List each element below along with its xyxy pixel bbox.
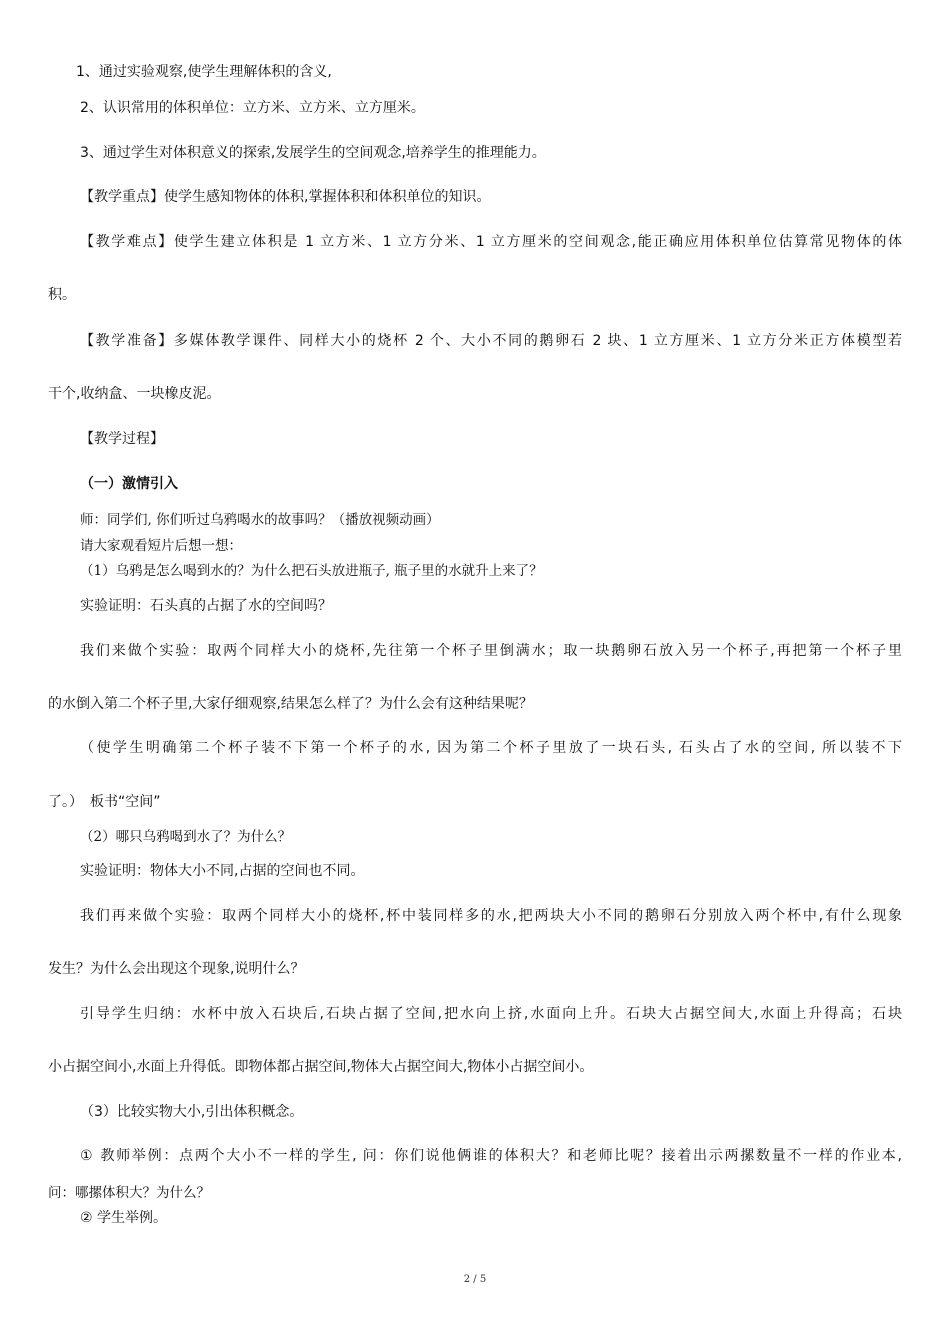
- teaching-difficulty-line-1: 【教学难点】使学生建立体积是 1 立方米、1 立方分米、1 立方厘米的空间观念,能正确应用体积单位估算常见物体的体: [80, 234, 902, 250]
- teacher-question: 师：同学们, 你们听过乌鸦喝水的故事吗？（播放视频动画）: [80, 512, 440, 528]
- teaching-difficulty-line-2: 积。: [48, 287, 76, 303]
- teaching-preparation-line-2: 干个,收纳盒、一块橡皮泥。: [48, 386, 221, 402]
- summary-line-2: 小占据空间小,水面上升得低。即物体都占据空间,物体大占据空间大,物体小占据空间小。: [48, 1059, 594, 1075]
- question-1: （1）乌鸦是怎么喝到水的？为什么把石头放进瓶子, 瓶子里的水就升上来了？: [80, 563, 543, 579]
- experiment-proof-2: 实验证明：物体大小不同,占据的空间也不同。: [80, 863, 365, 879]
- question-3: （3）比较实物大小,引出体积概念。: [80, 1104, 304, 1120]
- experiment-proof-1: 实验证明：石头真的占据了水的空间吗？: [80, 598, 332, 614]
- clarification-line-2: 了。） 板书“空间”: [48, 794, 161, 810]
- teaching-preparation-line-1: 【教学准备】多媒体教学课件、同样大小的烧杯 2 个、大小不同的鹅卵石 2 块、1 立方厘米、1 立方分米正方体模型若: [80, 333, 902, 349]
- watch-prompt: 请大家观看短片后想一想：: [80, 538, 242, 554]
- student-example: ② 学生举例。: [80, 1210, 168, 1226]
- teacher-example-line-1: ① 教师举例：点两个大小不一样的学生, 问：你们说他俩谁的体积大？和老师比呢？接着出示两摞数量不一样的作业本,: [80, 1148, 902, 1164]
- experiment-1-line-2: 的水倒入第二个杯子里,大家仔细观察,结果怎么样了？为什么会有这种结果呢？: [48, 696, 533, 712]
- teacher-example-line-2: 问：哪摞体积大？为什么？: [48, 1185, 210, 1201]
- question-2: （2）哪只乌鸦喝到水了？为什么？: [80, 829, 292, 845]
- experiment-1-line-1: 我们来做个实验：取两个同样大小的烧杯,先往第一个杯子里倒满水；取一块鹅卵石放入另一个杯子,再把第一个杯子里: [80, 643, 902, 659]
- page-number: 2 / 5: [463, 1274, 487, 1285]
- objective-1: 1、通过实验观察,使学生理解体积的含义,: [76, 64, 332, 80]
- clarification-line-1: （使学生明确第二个杯子装不下第一个杯子的水, 因为第二个杯子里放了一块石头, 石头占了水的空间, 所以装不下: [80, 740, 902, 756]
- experiment-2-line-2: 发生？为什么会出现这个现象,说明什么？: [48, 961, 305, 977]
- objective-2: 2、认识常用的体积单位：立方米、立方米、立方厘米。: [80, 100, 425, 116]
- experiment-2-line-1: 我们再来做个实验：取两个同样大小的烧杯,杯中装同样多的水,把两块大小不同的鹅卵石分别放入两个杯中,有什么现象: [80, 908, 902, 924]
- teaching-focus: 【教学重点】使学生感知物体的体积,掌握体积和体积单位的知识。: [80, 189, 491, 205]
- summary-line-1: 引导学生归纳：水杯中放入石块后,石块占据了空间,把水向上挤,水面向上升。石块大占据空间大,水面上升得高；石块: [80, 1006, 902, 1022]
- objective-3: 3、通过学生对体积意义的探索,发展学生的空间观念,培养学生的推理能力。: [80, 145, 546, 161]
- section-1-heading: （一）激情引入: [80, 476, 178, 492]
- teaching-process-heading: 【教学过程】: [80, 431, 164, 447]
